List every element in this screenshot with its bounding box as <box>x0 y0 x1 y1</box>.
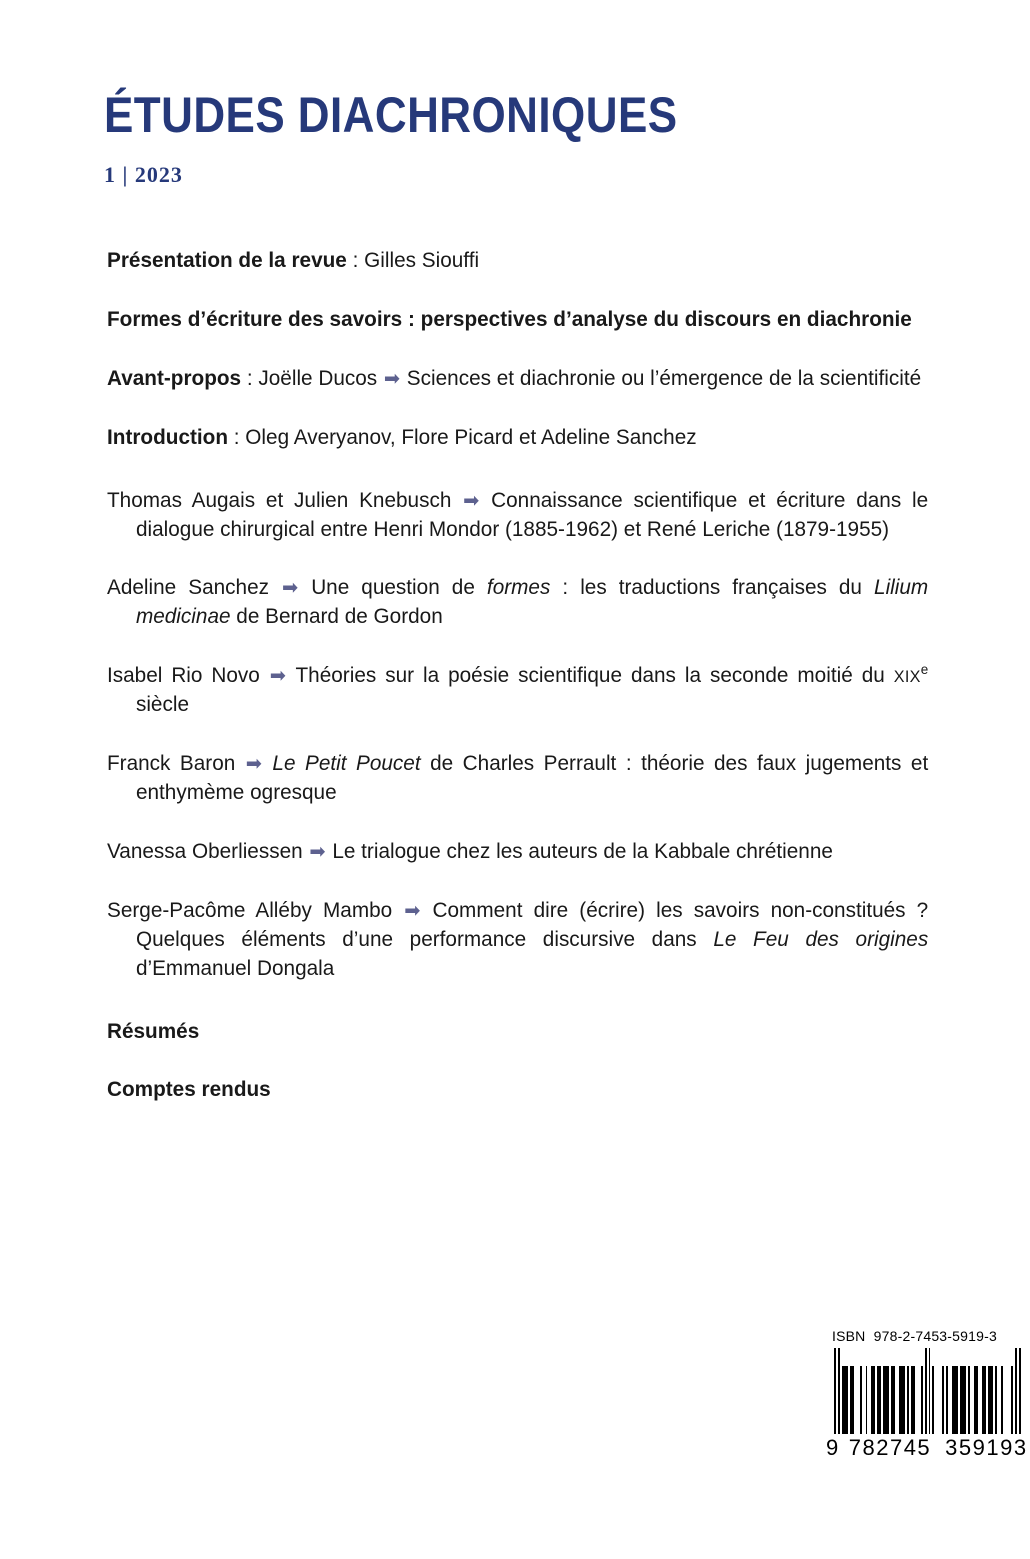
toc-entry-author: Adeline Sanchez <box>107 575 282 600</box>
ean13-barcode <box>834 1348 1022 1434</box>
toc-entry-article-5 <box>107 837 928 866</box>
toc-entry-title-italic: Lilium medicinae <box>135 575 929 629</box>
ean13-left-group: 782745 <box>848 1435 932 1460</box>
isbn-barcode-block <box>826 1328 1028 1461</box>
toc-entry-comptes-rendus <box>107 1075 928 1104</box>
toc-lead-label: Avant-propos <box>107 365 242 390</box>
issue-number: 1 | 2023 <box>104 162 183 187</box>
toc-entry-title-italic: Le Feu des origines <box>713 926 929 951</box>
toc-entry-author: Thomas Augais et Julien Knebusch <box>107 487 463 512</box>
toc-entry-title: Le trialogue chez les auteurs de la Kabbale chrétienne <box>326 838 833 863</box>
toc-entry-title: : les traductions françaises du <box>550 575 875 600</box>
toc-entry-title-italic: Le Petit Poucet <box>272 751 421 776</box>
arrow-right-icon: ➡ <box>309 840 326 863</box>
toc-entry-title: Comment dire (écrire) les savoirs non-constitués ? Quelques éléments d’une performance discursive dans <box>135 897 929 951</box>
journal-title: ÉTUDES DIACHRONIQUES <box>104 87 678 143</box>
toc-entry-resumes <box>107 1017 928 1046</box>
toc-entry-text: Résumés <box>107 1018 200 1043</box>
century-ordinal-suffix: e <box>920 661 929 678</box>
arrow-right-icon: ➡ <box>404 899 421 922</box>
table-of-contents <box>107 246 958 1104</box>
toc-entry-article-2 <box>107 573 928 631</box>
toc-entry-title: Sciences et diachronie ou l’émergence de la scientificité <box>401 365 922 390</box>
toc-section-heading-text: Formes d’écriture des savoirs : perspectives d’analyse du discours en diachronie <box>107 306 912 331</box>
toc-entry-article-6 <box>107 896 928 983</box>
arrow-right-icon: ➡ <box>463 489 480 512</box>
toc-lead-label: Présentation de la revue <box>107 248 347 272</box>
toc-entry-author: Serge-Pacôme Alléby Mambo <box>107 897 404 922</box>
arrow-right-icon: ➡ <box>245 753 262 776</box>
toc-entry-article-4 <box>107 749 928 807</box>
arrow-right-icon: ➡ <box>282 577 299 600</box>
toc-entry-author: Isabel Rio Novo <box>107 663 269 688</box>
toc-lead-label: Introduction <box>107 424 229 449</box>
toc-entry-avant-propos <box>107 364 928 393</box>
toc-entry-title: de Charles Perrault : théorie des faux jugements et enthymème ogresque <box>135 751 929 804</box>
isbn-label: ISBN <box>832 1328 866 1344</box>
toc-entry-title <box>263 751 273 775</box>
toc-entry-introduction <box>107 423 928 452</box>
ean13-lead-digit: 9 <box>826 1435 840 1460</box>
toc-entry-author: Franck Baron <box>107 751 245 776</box>
isbn-text <box>832 1328 1022 1344</box>
toc-entry-presentation <box>107 246 928 275</box>
century-smallcaps: XIX <box>893 667 921 687</box>
ean13-right-group: 359193 <box>945 1435 1028 1460</box>
arrow-right-icon: ➡ <box>269 665 286 688</box>
toc-entry-article-1 <box>107 486 928 544</box>
toc-entry-article-3 <box>107 661 928 719</box>
toc-entry-text: Comptes rendus <box>107 1077 271 1102</box>
toc-entry-author: Vanessa Oberliessen <box>107 838 309 863</box>
masthead <box>104 88 964 188</box>
toc-entry-title: de Bernard de Gordon <box>230 604 443 629</box>
arrow-right-icon: ➡ <box>383 367 401 390</box>
toc-entry-title: Une question de <box>299 575 487 600</box>
isbn-value: 978-2-7453-5919-3 <box>873 1328 997 1344</box>
toc-entry-text: : Gilles Siouffi <box>346 248 480 272</box>
toc-entry-title: d’Emmanuel Dongala <box>135 955 335 980</box>
toc-entry-author: : Joëlle Ducos <box>241 365 383 390</box>
toc-entry-title: Connaissance scientifique et écriture dans le dialogue chirurgical entre Henri Mondor (1885-1962) et René Leriche (1879-1955) <box>135 487 929 541</box>
toc-entry-title-italic: formes <box>486 575 551 600</box>
toc-entry-text: : Oleg Averyanov, Flore Picard et Adeline Sanchez <box>228 424 697 449</box>
toc-entry-title: siècle <box>135 692 189 717</box>
toc-entry-title: Théories sur la poésie scientifique dans la seconde moitié du <box>286 663 894 688</box>
ean13-digits <box>826 1435 1028 1461</box>
toc-section-heading <box>107 305 928 334</box>
